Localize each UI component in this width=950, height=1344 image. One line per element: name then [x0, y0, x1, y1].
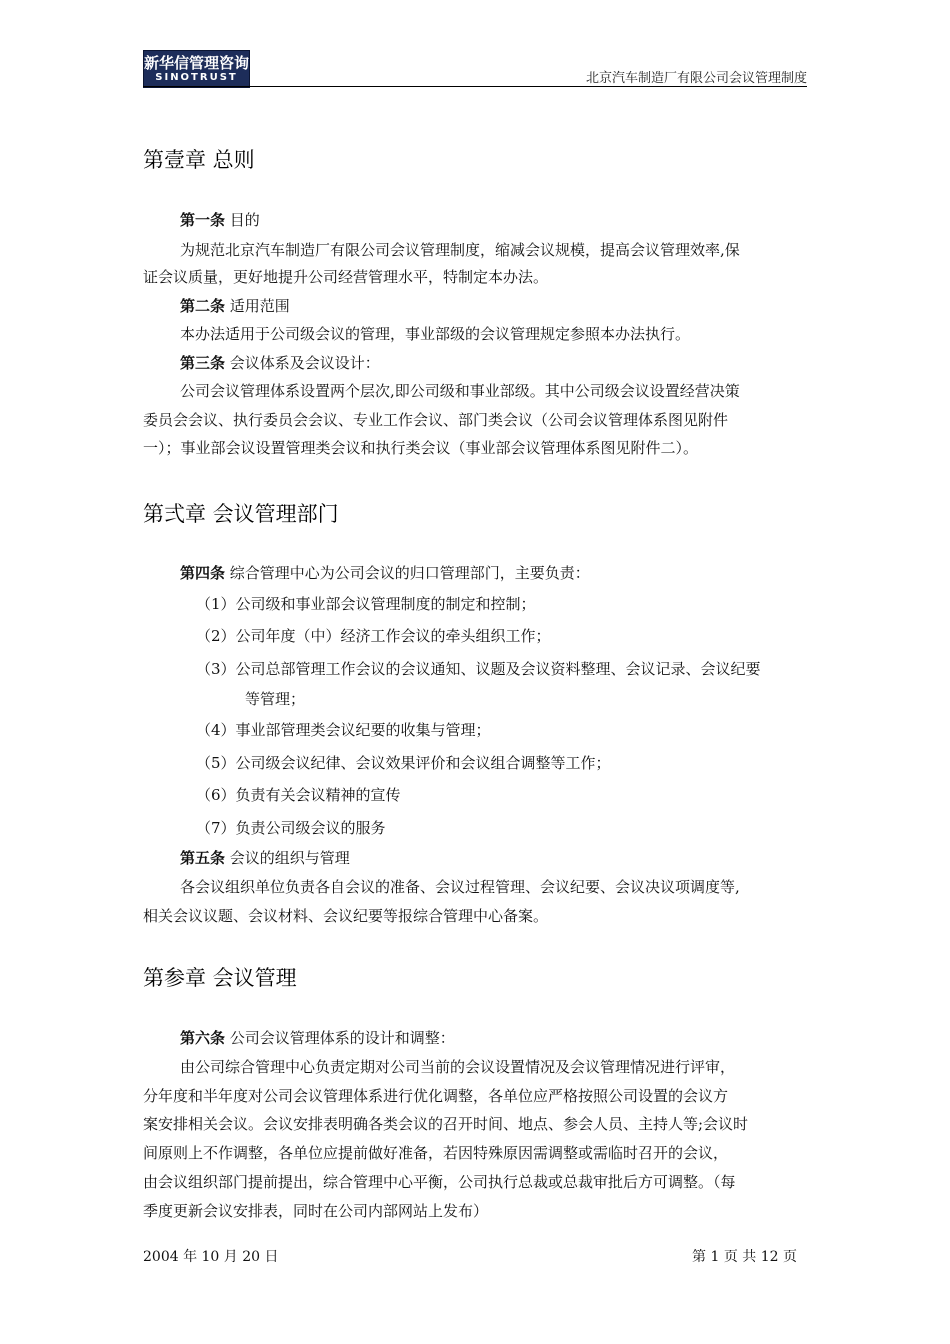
- article-4-label: 第四条: [180, 564, 226, 582]
- article-6-body-line: 案安排相关会议。会议安排表明确各类会议的召开时间、地点、参会人员、主持人等;会议时: [143, 1115, 749, 1133]
- article-4-item: （7）负责公司级会议的服务: [196, 819, 386, 837]
- article-5-title: 会议的组织与管理: [229, 849, 350, 867]
- article-6-body-line: 间原则上不作调整，各单位应提前做好准备，若因特殊原因需调整或需临时召开的会议，: [143, 1144, 729, 1162]
- article-2-heading: [180, 296, 290, 316]
- article-3-heading: [180, 353, 380, 373]
- article-4-heading: [180, 563, 590, 583]
- article-1-body-line: 证会议质量，更好地提升公司经营管理水平，特制定本办法。: [143, 268, 549, 286]
- article-5-label: 第五条: [180, 849, 226, 867]
- article-4-item: （4）事业部管理类会议纪要的收集与管理；: [196, 721, 491, 739]
- article-6-body-line: 季度更新会议安排表，同时在公司内部网站上发布）: [143, 1202, 489, 1220]
- chapter-3-heading: 第参章 会议管理: [143, 966, 297, 990]
- article-6-heading: [180, 1028, 455, 1048]
- document-header-title: 北京汽车制造厂有限公司会议管理制度: [585, 71, 807, 86]
- article-1-label: 第一条: [180, 211, 226, 229]
- article-4-item: （2）公司年度（中）经济工作会议的牵头组织工作；: [196, 627, 551, 645]
- article-6-title: 公司会议管理体系的设计和调整：: [229, 1029, 455, 1047]
- article-1-title: 目的: [229, 211, 260, 229]
- chapter-2-heading: 第弍章 会议管理部门: [143, 502, 339, 526]
- article-2-label: 第二条: [180, 297, 226, 315]
- article-1-body-line: 为规范北京汽车制造厂有限公司会议管理制度，缩减会议规模，提高会议管理效率,保: [180, 241, 740, 259]
- footer-page-number: 第 1 页 共 12 页: [692, 1249, 797, 1265]
- article-6-label: 第六条: [180, 1029, 226, 1047]
- logo-english-text: SINOTRUST: [155, 72, 238, 83]
- company-logo: [143, 50, 250, 88]
- article-3-label: 第三条: [180, 354, 226, 372]
- article-5-body-line: 各会议组织单位负责各自会议的准备、会议过程管理、会议纪要、会议决议项调度等,: [180, 878, 740, 896]
- logo-chinese-text: 新华信管理咨询: [144, 54, 250, 72]
- article-4-item: （6）负责有关会议精神的宣传: [196, 786, 401, 804]
- header-divider: [143, 86, 807, 87]
- chapter-1-heading: 第壹章 总则: [143, 148, 255, 172]
- article-5-body-line: 相关会议议题、会议材料、会议纪要等报综合管理中心备案。: [143, 907, 549, 925]
- article-4-item: （3）公司总部管理工作会议的会议通知、议题及会议资料整理、会议记录、会议纪要: [196, 660, 761, 678]
- article-6-body-line: 分年度和半年度对公司会议管理体系进行优化调整，各单位应严格按照公司设置的会议方: [143, 1087, 729, 1105]
- footer-date: 2004 年 10 月 20 日: [143, 1249, 279, 1265]
- article-3-body-line: 公司会议管理体系设置两个层次,即公司级和事业部级。其中公司级会议设置经营决策: [180, 382, 740, 400]
- article-4-title: 综合管理中心为公司会议的归口管理部门，主要负责：: [229, 564, 590, 582]
- article-3-body-line: 一）；事业部会议设置管理类会议和执行类会议（事业部会议管理体系图见附件二）。: [143, 439, 699, 457]
- article-4-item-continuation: 等管理；: [245, 690, 306, 708]
- article-3-body-line: 委员会会议、执行委员会会议、专业工作会议、部门类会议（公司会议管理体系图见附件: [143, 411, 729, 429]
- article-5-heading: [180, 848, 350, 868]
- article-1-heading: [180, 210, 260, 230]
- article-6-body-line: 由公司综合管理中心负责定期对公司当前的会议设置情况及会议管理情况进行评审，: [180, 1058, 736, 1076]
- article-2-body-line: 本办法适用于公司级会议的管理，事业部级的会议管理规定参照本办法执行。: [180, 325, 691, 343]
- article-3-title: 会议体系及会议设计：: [229, 354, 380, 372]
- article-2-title: 适用范围: [229, 297, 290, 315]
- article-4-item: （1）公司级和事业部会议管理制度的制定和控制；: [196, 595, 536, 613]
- article-4-item: （5）公司级会议纪律、会议效果评价和会议组合调整等工作；: [196, 754, 611, 772]
- article-6-body-line: 由会议组织部门提前提出，综合管理中心平衡，公司执行总裁或总裁审批后方可调整。（每: [143, 1173, 736, 1191]
